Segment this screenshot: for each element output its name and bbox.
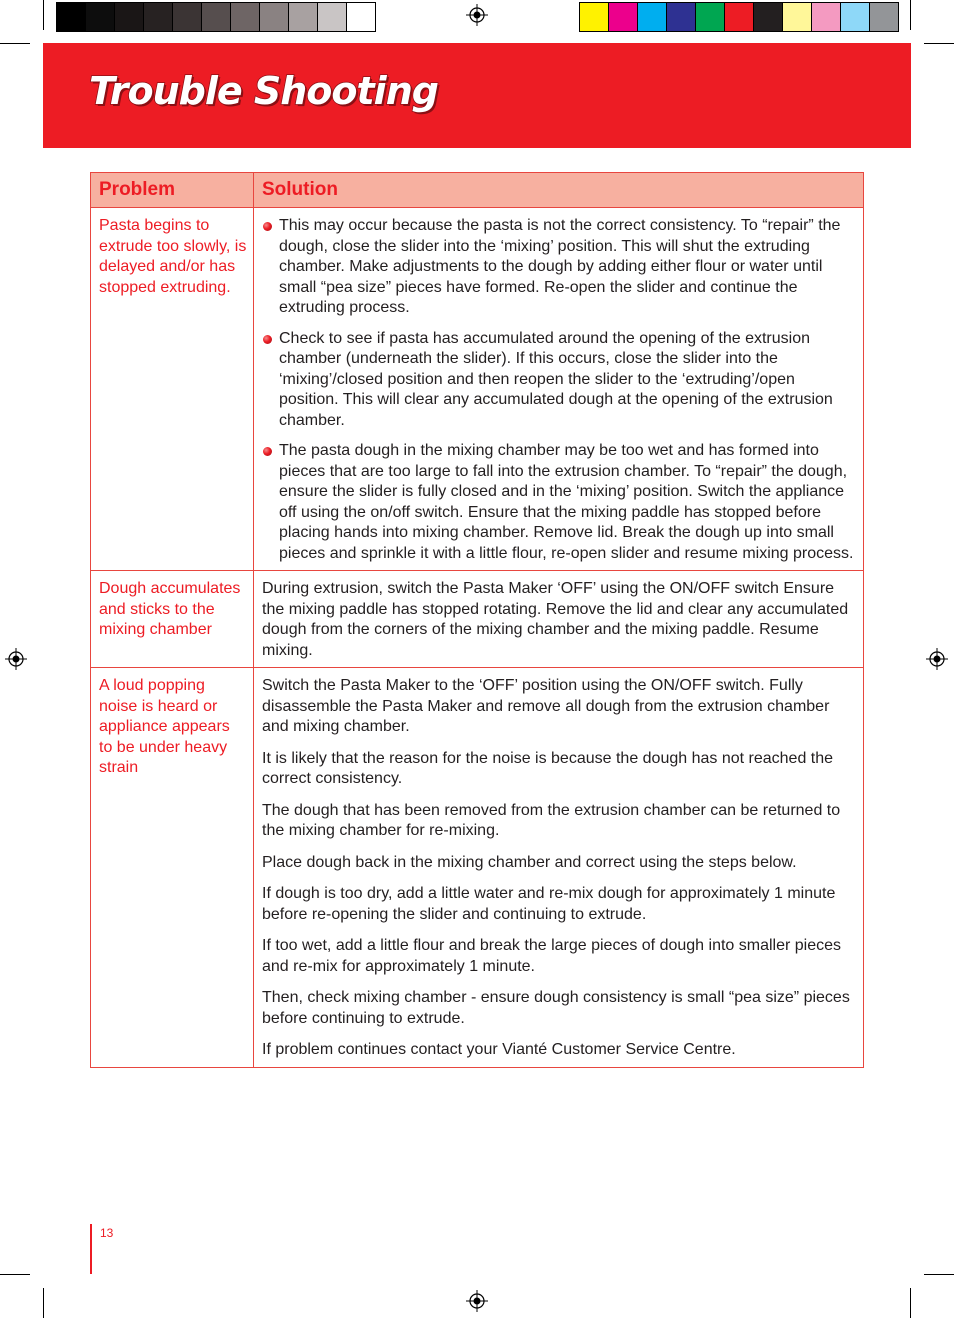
color-swatch	[260, 3, 289, 31]
color-swatch	[86, 3, 115, 31]
crop-mark	[0, 43, 30, 44]
list-item	[262, 216, 856, 319]
color-swatch	[638, 3, 667, 31]
table-row	[91, 571, 864, 668]
problem-cell: Pasta begins to extrude too slowly, is delayed and/or has stopped extruding.	[91, 208, 254, 571]
solution-paragraph: The dough that has been removed from the extrusion chamber can be returned to the mixing chamber for re-mixing.	[262, 801, 841, 839]
solution-bullet-list	[262, 216, 856, 564]
color-swatch	[870, 3, 898, 31]
color-swatch	[754, 3, 783, 31]
crop-mark	[924, 43, 954, 44]
solution-paragraph: If dough is too dry, add a little water and re-mix dough for approximately 1 minute before re-opening the slider and continuing to extrude.	[262, 885, 836, 923]
color-swatch	[173, 3, 202, 31]
solution-paragraph: Place dough back in the mixing chamber and correct using the steps below.	[262, 853, 797, 871]
list-item	[262, 329, 856, 432]
bullet-text: Check to see if pasta has accumulated around the opening of the extrusion chamber (underneath the slider). If this occurs, close the slider into the ‘mixing’/closed position and then reopen the slider to the ‘extruding’/open position. This will clear any accumulated dough at the opening of the extrusion chamber.	[279, 329, 833, 429]
page-title: Trouble Shooting	[89, 69, 438, 113]
crosshair-target-icon	[926, 648, 948, 670]
crop-mark	[43, 0, 44, 30]
crop-mark	[924, 1274, 954, 1275]
page-number: 13	[100, 1226, 114, 1240]
crosshair-target-icon	[466, 4, 488, 26]
grayscale-calibration-strip	[56, 2, 376, 32]
color-swatch	[231, 3, 260, 31]
problem-cell: A loud popping noise is heard or appliance appears to be under heavy strain	[91, 668, 254, 1068]
solution-paragraph: Switch the Pasta Maker to the ‘OFF’ position using the ON/OFF switch. Fully disassemble the Pasta Maker and remove all dough from the extrusion chamber and mixing chamber.	[262, 677, 830, 735]
color-swatch	[609, 3, 638, 31]
solution-cell	[254, 208, 864, 571]
color-swatch	[783, 3, 812, 31]
troubleshooting-table	[90, 172, 864, 1068]
color-swatch	[202, 3, 231, 31]
color-swatch	[318, 3, 347, 31]
bullet-text: This may occur because the pasta is not the correct consistency. To “repair” the dough, close the slider into the ‘mixing’ position. This will shut the extruding chamber. Make adjustments to the dough by adding either flour or water until small “pea size” pieces have formed. Re-open the slider and continue the extruding process.	[279, 217, 841, 316]
color-swatch	[667, 3, 696, 31]
bullet-dot-icon	[263, 447, 272, 456]
solution-cell	[254, 571, 864, 668]
table-header-row	[91, 173, 864, 208]
color-swatch	[725, 3, 754, 31]
solution-paragraph: If problem continues contact your Vianté Customer Service Centre.	[262, 1041, 736, 1058]
bullet-dot-icon	[263, 335, 272, 344]
color-swatch	[812, 3, 841, 31]
crop-mark	[43, 1288, 44, 1318]
crosshair-target-icon	[466, 1290, 488, 1312]
problem-column-header: Problem	[91, 173, 254, 208]
crosshair-target-icon	[5, 648, 27, 670]
table-row	[91, 208, 864, 571]
title-banner	[43, 43, 911, 148]
list-item	[262, 441, 856, 564]
color-calibration-strip	[579, 2, 899, 32]
color-swatch	[841, 3, 870, 31]
bullet-text: The pasta dough in the mixing chamber may be too wet and has formed into pieces that are too large to fall into the extrusion chamber. To “repair” the dough, ensure the slider is fully closed and in the ‘mixing’ position. Switch the appliance off using the on/off switch. Ensure that the mixing paddle has stopped before placing hands into mixing chamber. Remove lid. Break the dough up into small pieces and sprinkle it with a little flour, re-open slider and resume mixing process.	[279, 442, 854, 562]
crop-mark	[910, 0, 911, 30]
color-swatch	[580, 3, 609, 31]
color-swatch	[347, 3, 375, 31]
solution-column-header: Solution	[254, 173, 864, 208]
solution-paragraph: If too wet, add a little flour and break the large pieces of dough into smaller pieces and re-mix for approximately 1 minute.	[262, 937, 842, 975]
color-swatch	[289, 3, 318, 31]
crop-mark	[0, 1274, 30, 1275]
solution-cell	[254, 668, 864, 1068]
solution-paragraph: Then, check mixing chamber - ensure dough consistency is small “pea size” pieces before continuing to extrude.	[262, 989, 850, 1027]
color-swatch	[696, 3, 725, 31]
page-number-rule	[90, 1224, 92, 1274]
bullet-dot-icon	[263, 222, 272, 231]
problem-cell: Dough accumulates and sticks to the mixing chamber	[91, 571, 254, 668]
solution-paragraph: During extrusion, switch the Pasta Maker ‘OFF’ using the ON/OFF switch Ensure the mixing paddle has stopped rotating. Remove the lid and clear any accumulated dough from the corners of the mixing chamber and the mixing paddle. Resume mixing.	[262, 580, 849, 659]
crop-mark	[910, 1288, 911, 1318]
color-swatch	[115, 3, 144, 31]
solution-paragraph: It is likely that the reason for the noise is because the dough has not reached the correct consistency.	[262, 749, 834, 787]
color-swatch	[144, 3, 173, 31]
color-swatch	[57, 3, 86, 31]
table-row	[91, 668, 864, 1068]
